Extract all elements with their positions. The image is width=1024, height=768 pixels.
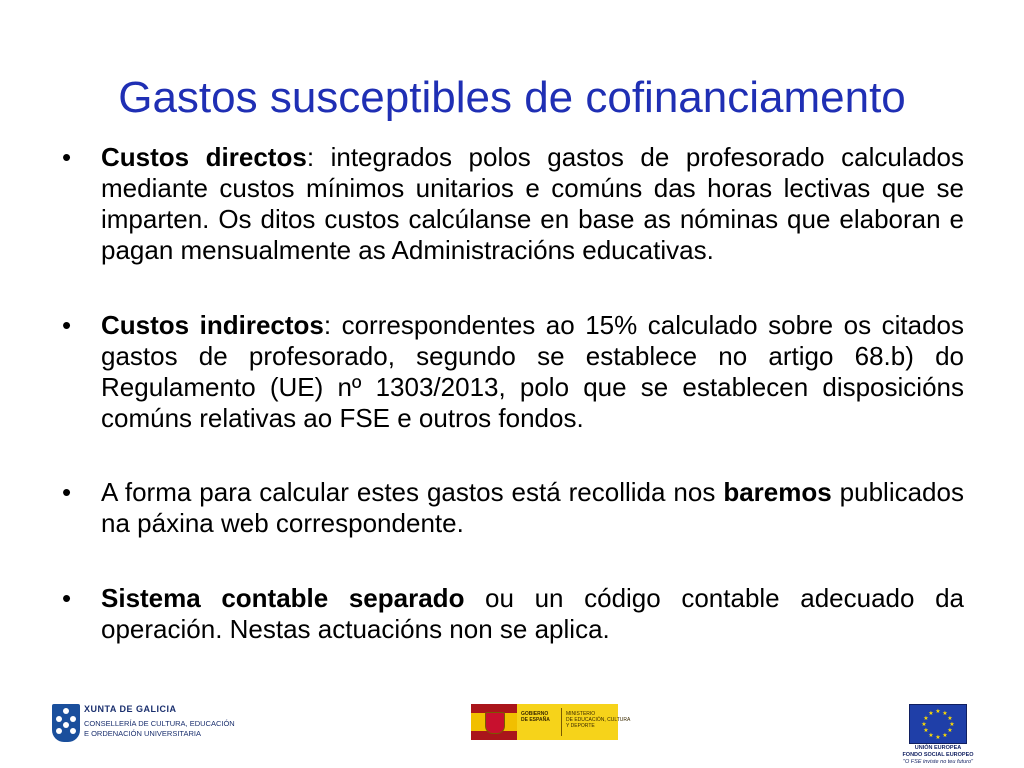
ministry-line3: Y DEPORTE [566,723,595,729]
ministry-line1: MINISTERIO [566,711,596,717]
ministry-line2: DE EDUCACIÓN, CULTURA [566,717,631,723]
bullet-body: : correspondentes ao 15% calculado sobre os citados gastos de profesorado, segundo se establece no artigo 68.b) do Regulamento (UE) nº 1303/2013, polo que se establecen disposicións comúns relativas ao FSE e outros fondos. [101,310,964,433]
bullet-body-before: A forma para calcular estes gastos está recollida nos [101,477,724,507]
gobierno-espana-logo [471,704,631,740]
union-europea-logo [893,704,983,764]
bullet-bold-lead: Sistema contable separado [101,583,465,613]
bullet-bold-lead: Custos indirectos [101,310,324,340]
bullet-body-after: publicados na páxina web correspondente. [101,477,964,538]
xunta-name: XUNTA DE GALICIA [84,704,177,714]
bullet-dot: • [62,142,72,172]
bullet-text [101,310,964,434]
bullet-bold-word: baremos [723,477,832,507]
bullet-item-accounting-system [62,583,964,645]
xunta-de-galicia-logo [52,704,262,744]
bullet-dot: • [62,583,72,613]
eu-flag-icon: ★ ★ ★ ★ ★ ★ ★ ★ ★ ★ ★ ★ [909,704,967,744]
bullet-text [101,477,964,539]
bullet-item-direct-costs [62,142,964,266]
xunta-department [84,719,235,739]
gobierno-line2: DE ESPAÑA [521,717,550,723]
footer-logos [0,690,1024,768]
bullet-list [62,142,964,645]
ministry-block [517,704,631,740]
slide-title: Gastos susceptibles de cofinanciamento [118,73,906,122]
bullet-dot: • [62,477,72,507]
bullet-body: ou un código contable adecuado da operación. Nestas actuacións non se aplica. [101,583,964,644]
bullet-item-calculation-method [62,477,964,539]
ministry-label [566,711,630,729]
spain-coat-of-arms-icon [471,704,517,740]
bullet-text [101,142,964,266]
bullet-dot: • [62,310,72,340]
ue-line3: "O FSE inviste no teu futuro" [903,759,973,765]
bullet-text [101,583,964,645]
gobierno-label [521,711,550,723]
ue-line1: UNIÓN EUROPEA [914,745,962,751]
bullet-bold-lead: Custos directos [101,142,307,172]
bullet-item-indirect-costs [62,310,964,434]
gobierno-line1: GOBIERNO [521,711,549,717]
ministry-divider [561,708,562,736]
xunta-department-line1: CONSELLERÍA DE CULTURA, EDUCACIÓN [84,719,235,728]
xunta-department-line2: E ORDENACIÓN UNIVERSITARIA [84,729,201,738]
galicia-emblem-icon [52,704,80,742]
bullet-body: : integrados polos gastos de profesorado calculados mediante custos mínimos unitarios e comúns das horas lectivas que se imparten. Os ditos custos calcúlanse en base as nóminas que elaboran e pagan mensualmente as Administracións educativas. [101,142,964,265]
ue-line2: FONDO SOCIAL EUROPEO [902,752,974,758]
